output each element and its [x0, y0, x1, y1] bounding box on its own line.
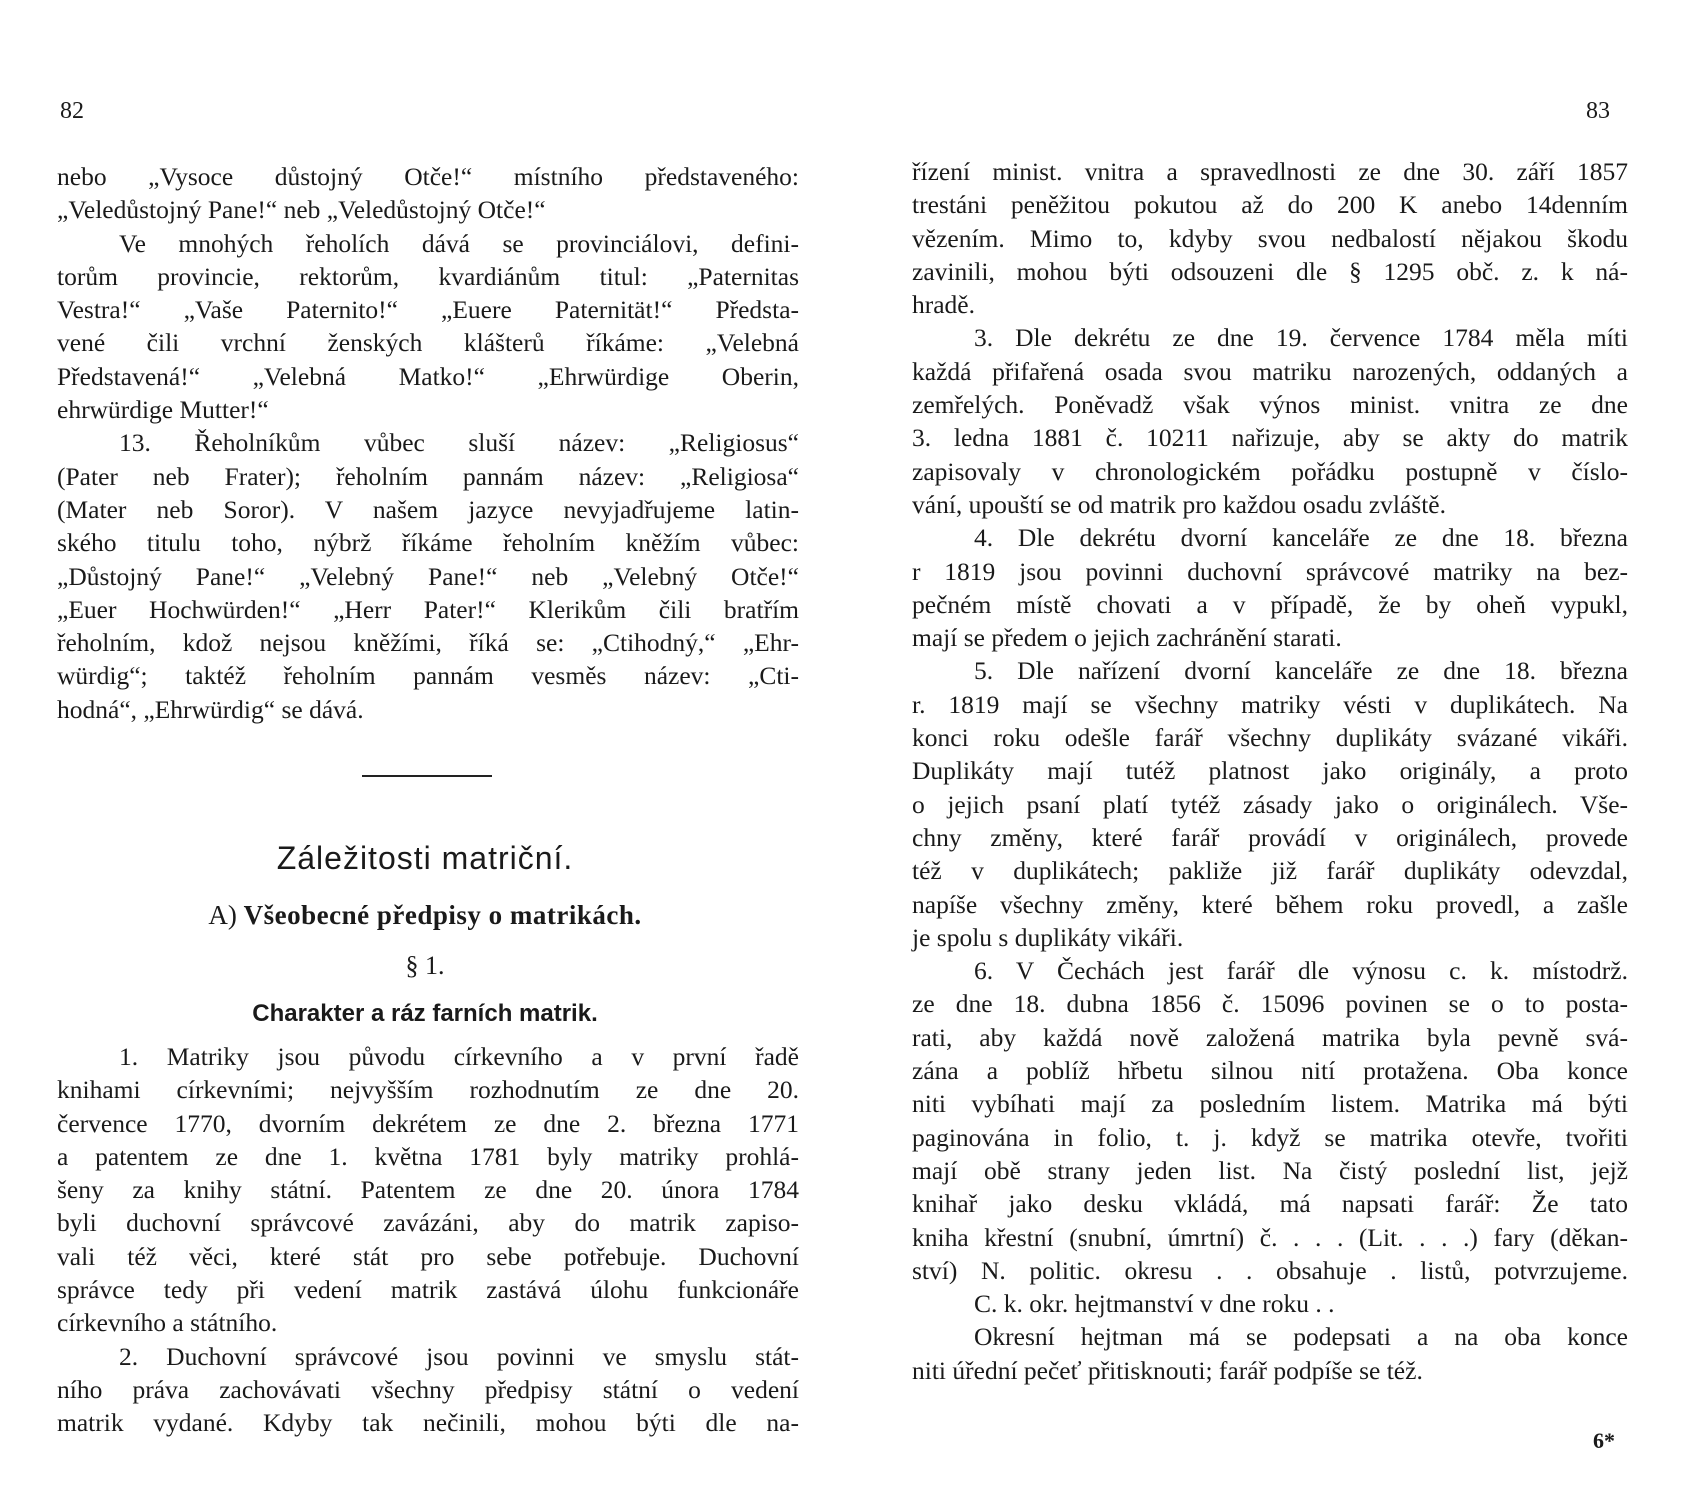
text-line: „Veledůstojný Pane!“ neb „Veledůstojný Otče!“ [57, 195, 546, 225]
text-line: konci roku odešle farář všechny duplikáty svázané vikáři. [912, 723, 1628, 753]
text-line: chny změny, které farář provádí v originálech, provede [912, 822, 1628, 852]
text-line: „Euer Hochwürden!“ „Herr Pater!“ Klerikům čili bratřím [57, 594, 799, 624]
paragraph-heading: Charakter a ráz farních matrik. [252, 1000, 598, 1027]
text-line: zána a poblíž hřbetu silnou nití protažena. Oba konce [912, 1056, 1628, 1086]
text-line: vání, upouští se od matrik pro každou osadu zvláště. [912, 489, 1446, 519]
text-line: zavinili, mohou býti odsouzeni dle § 1295 obč. z. k ná- [912, 256, 1628, 286]
text-line: Představená!“ „Velebná Matko!“ „Ehrwürdige Oberin, [57, 361, 799, 391]
text-line: kniha křestní (snubní, úmrtní) č. . . . (Lit. . . .) fary (děkan- [912, 1222, 1628, 1252]
text-line: C. k. okr. hejtmanství v dne roku . . [974, 1289, 1335, 1319]
text-line: je spolu s duplikáty vikáři. [912, 922, 1184, 952]
subsection-heading: Všeobecné předpisy o matrikách. [243, 900, 642, 930]
text-line: ze dne 18. dubna 1856 č. 15096 povinen se o to posta- [912, 989, 1628, 1019]
text-line: niti úřední pečeť přitisknouti; farář podpíše se též. [912, 1355, 1423, 1385]
text-line: řeholním, kdož nejsou kněžími, říká se: „Ctihodný,“ „Ehr- [57, 628, 799, 658]
text-line: 3. Dle dekrétu ze dne 19. července 1784 měla míti [974, 323, 1628, 353]
text-line: torům provincie, rektorům, kvardiánům titul: „Paternitas [57, 261, 799, 291]
page-number: 83 [1586, 98, 1610, 124]
text-line: „Důstojný Pane!“ „Velebný Pane!“ neb „Velebný Otče!“ [57, 561, 799, 591]
text-line: vali též věci, které stát pro sebe potřebuje. Duchovní [57, 1241, 799, 1271]
lower-text-block [57, 1040, 799, 1440]
text-line: vené čili vrchní ženských klášterů říkáme: „Velebná [57, 328, 799, 358]
text-line: würdig“; taktéž řeholním pannám vesměs název: „Cti- [57, 661, 799, 691]
right-page [850, 0, 1700, 1500]
text-line: paginována in folio, t. j. když se matrika otevře, tvořiti [912, 1122, 1628, 1152]
text-line: 1. Matriky jsou původu církevního a v první řadě [119, 1042, 799, 1071]
text-line: ství) N. politic. okresu . . obsahuje . listů, potvrzujeme. [912, 1255, 1628, 1285]
text-line: ehrwürdige Mutter!“ [57, 395, 269, 425]
text-line: napíše všechny změny, které během roku provedl, a zašle [912, 889, 1628, 919]
text-line: šeny za knihy státní. Patentem ze dne 20. února 1784 [57, 1175, 799, 1205]
text-line: Ve mnohých řeholích dává se provinciálovi, defini- [119, 228, 799, 258]
text-line: knihami církevními; nejvyšším rozhodnutím ze dne 20. [57, 1075, 799, 1105]
text-line: církevního a státního. [57, 1308, 278, 1338]
upper-text-block [57, 160, 799, 726]
text-line: každá přifařená osada svou matriku narozených, oddaných a [912, 356, 1628, 386]
text-line: mají se předem o jejich zachránění starati. [912, 623, 1342, 653]
section-title: Záležitosti matriční. [276, 840, 574, 876]
page-number: 82 [60, 98, 84, 124]
text-line: Vestra!“ „Vaše Paternito!“ „Euere Paternität!“ Předsta- [57, 295, 799, 325]
text-line: řízení minist. vnitra a spravedlnosti ze dne 30. září 1857 [912, 157, 1628, 186]
text-line: matrik vydané. Kdyby tak nečinili, mohou býti dle na- [57, 1408, 799, 1438]
text-line: r 1819 jsou povinni duchovní správcové matriky na bez- [912, 556, 1628, 586]
text-line: knihař jako desku vkládá, má napsati farář: Že tato [912, 1189, 1628, 1219]
text-line: zapisovaly v chronologickém pořádku postupně v číslo- [912, 456, 1628, 486]
text-line: ského titulu toho, nýbrž říkáme řeholním kněžím vůbec: [57, 528, 799, 558]
text-line: trestáni peněžitou pokutou až do 200 K anebo 14denním [912, 190, 1628, 220]
signature-mark: 6* [1593, 1428, 1615, 1453]
text-line: 13. Řeholníkům vůbec sluší název: „Religiosus“ [119, 428, 799, 458]
subsection-title [0, 900, 850, 931]
subsection-prefix: A) [208, 900, 237, 930]
text-line: 4. Dle dekrétu dvorní kanceláře ze dne 18. března [974, 523, 1628, 553]
text-line: (Mater neb Soror). V našem jazyce nevyjadřujeme latin- [57, 494, 799, 524]
text-line: o jejich psaní platí tytéž zásady jako o originálech. Vše- [912, 789, 1628, 819]
body-text-block [912, 155, 1628, 1387]
text-line: zemřelých. Poněvadž však výnos minist. vnitra ze dne [912, 390, 1628, 420]
text-line: vězením. Mimo to, kdyby svou nedbalostí nějakou škodu [912, 223, 1628, 253]
text-line: (Pater neb Frater); řeholním pannám název: „Religiosa“ [57, 461, 799, 491]
text-line: byli duchovní správcové zavázáni, aby do matrik zapiso- [57, 1208, 799, 1238]
text-line: Okresní hejtman má se podepsati a na oba konce [974, 1322, 1628, 1352]
text-line: ního práva zachovávati všechny předpisy státní o vedení [57, 1374, 799, 1404]
text-line: 5. Dle nařízení dvorní kanceláře ze dne 18. března [974, 656, 1628, 686]
text-line: hodná“, „Ehrwürdig“ se dává. [57, 694, 364, 724]
text-line: 3. ledna 1881 č. 10211 nařizuje, aby se akty do matrik [912, 423, 1628, 453]
text-line: a patentem ze dne 1. května 1781 byly matriky prohlá- [57, 1141, 799, 1171]
text-line: hradě. [912, 290, 976, 320]
text-line: nebo „Vysoce důstojný Otče!“ místního představeného: [57, 162, 799, 191]
section-divider [362, 775, 492, 777]
text-line: 2. Duchovní správcové jsou povinni ve smyslu stát- [119, 1341, 799, 1371]
text-line: Duplikáty mají tutéž platnost jako originály, a proto [912, 756, 1628, 786]
text-line: mají obě strany jeden list. Na čistý poslední list, jejž [912, 1155, 1628, 1185]
text-line: r. 1819 mají se všechny matriky vésti v duplikátech. Na [912, 689, 1628, 719]
paragraph-mark: § 1. [405, 951, 445, 980]
text-line: též v duplikátech; pakliže již farář duplikáty odevzdal, [912, 856, 1628, 886]
text-line: správce tedy při vedení matrik zastává úlohu funkcionáře [57, 1275, 799, 1305]
text-line: července 1770, dvorním dekrétem ze dne 2. března 1771 [57, 1108, 799, 1138]
text-line: pečném místě chovati a v případě, že by oheň vypukl, [912, 589, 1628, 619]
text-line: niti vybíhati mají za posledním listem. Matrika má býti [912, 1089, 1628, 1119]
text-line: 6. V Čechách jest farář dle výnosu c. k. místodrž. [974, 956, 1628, 986]
text-line: rati, aby každá nově založená matrika byla pevně svá- [912, 1022, 1628, 1052]
